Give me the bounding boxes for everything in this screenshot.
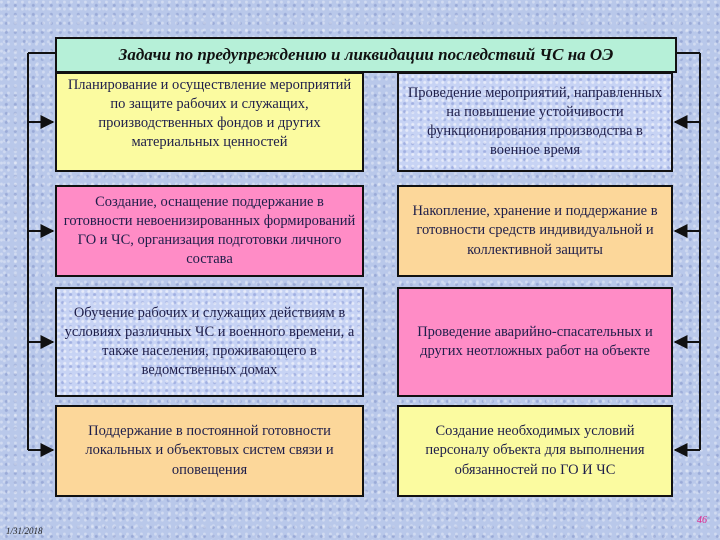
task-personnel-conditions: Создание необходимых условий персоналу объекта для выполнения обязанностей по ГО И ЧС [397, 405, 673, 497]
diagram-title: Задачи по предупреждению и ликвидации последствий ЧС на ОЭ [55, 37, 677, 73]
task-rescue-works: Проведение аварийно-спасательных и других неотложных работ на объекте [397, 287, 673, 397]
page-number: 46 [697, 515, 707, 526]
slide-date: 1/31/2018 [6, 526, 43, 536]
task-communication-systems: Поддержание в постоянной готовности локальных и объектовых систем связи и оповещения [55, 405, 364, 497]
task-formations-readiness: Создание, оснащение поддержание в готовности невоенизированных формирований ГО и ЧС, организация подготовки личного состава [55, 185, 364, 277]
task-planning-protection: Планирование и осуществление мероприятий по защите рабочих и служащих, производственных фондов и других материальных ценностей [55, 72, 364, 172]
task-production-stability: Проведение мероприятий, направленных на повышение устойчивости функционирования производства в военное время [397, 72, 673, 172]
task-training-personnel: Обучение рабочих и служащих действиям в условиях различных ЧС и военного времени, а также населения, проживающего в ведомственных домах [55, 287, 364, 397]
task-protection-equipment: Накопление, хранение и поддержание в готовности средств индивидуальной и коллективной защиты [397, 185, 673, 277]
